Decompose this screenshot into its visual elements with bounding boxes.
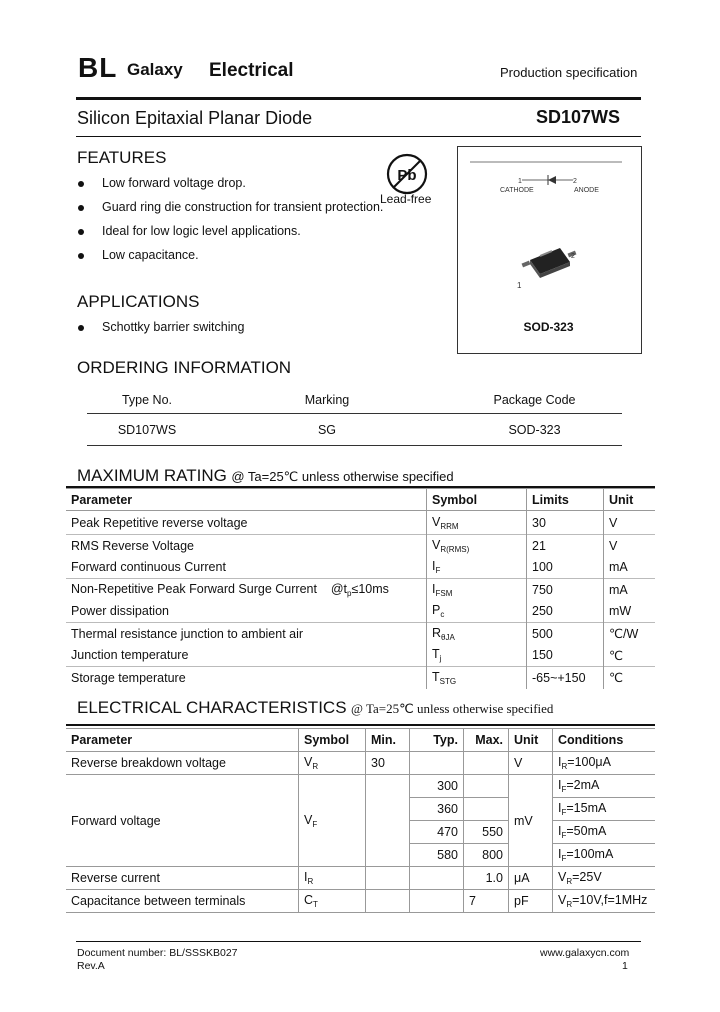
typ-cell: 300 bbox=[410, 775, 464, 798]
unit-cell: V bbox=[604, 511, 656, 535]
col-header: Package Code bbox=[493, 393, 576, 407]
table-row bbox=[66, 557, 655, 579]
feature-item: Low capacitance. bbox=[102, 248, 199, 262]
col-header: Type No. bbox=[121, 393, 173, 407]
symbol-cell: $V_{R(RMS)}$ bbox=[427, 535, 527, 557]
pin2-label: 2 bbox=[573, 178, 577, 185]
header-divider bbox=[76, 97, 641, 100]
lead-free-icon bbox=[385, 152, 429, 196]
symbol-cell: $T_j$ bbox=[427, 645, 527, 667]
max-rating-table bbox=[66, 488, 655, 689]
col-header: Unit bbox=[509, 729, 553, 752]
limit-cell: 250 bbox=[527, 601, 604, 623]
table-row bbox=[66, 535, 655, 557]
param-cell: RMS Reverse Voltage bbox=[66, 535, 427, 557]
param-cell: Thermal resistance junction to ambient air bbox=[66, 623, 427, 645]
unit-cell: mV bbox=[509, 775, 553, 867]
min-cell bbox=[366, 890, 410, 913]
electrical-condition: @ Ta=25℃ unless otherwise specified bbox=[350, 701, 554, 716]
pin-mark-1: 1 bbox=[517, 281, 522, 290]
table-row bbox=[66, 623, 655, 645]
param-cell: Junction temperature bbox=[66, 645, 427, 667]
symbol-cell: $I_R$ bbox=[299, 867, 366, 890]
min-cell bbox=[366, 867, 410, 890]
cond-cell: $I_F=15mA$ bbox=[553, 798, 656, 821]
cond-cell: $V_R=25V$ bbox=[553, 867, 656, 890]
param-cell: Forward continuous Current bbox=[66, 557, 427, 579]
col-header: Parameter bbox=[66, 489, 427, 511]
symbol-cell: $R_{\theta JA}$ bbox=[427, 623, 527, 645]
typ-cell bbox=[410, 752, 464, 775]
typ-cell: 580 bbox=[410, 844, 464, 867]
col-header: Unit bbox=[604, 489, 656, 511]
ordering-table bbox=[87, 387, 622, 446]
electrical-divider bbox=[66, 724, 655, 726]
limit-cell: 21 bbox=[527, 535, 604, 557]
col-header: Max. bbox=[464, 729, 509, 752]
symbol-cell: $I_{FSM}$ bbox=[427, 579, 527, 601]
applications-heading: APPLICATIONS bbox=[77, 292, 200, 311]
feature-item: Low forward voltage drop. bbox=[102, 176, 246, 190]
cond-cell: $I_R=100\mu A$ bbox=[553, 752, 656, 775]
typ-cell: 470 bbox=[410, 821, 464, 844]
col-header: Min. bbox=[366, 729, 410, 752]
limit-cell: 30 bbox=[527, 511, 604, 535]
bullet-icon bbox=[78, 205, 84, 211]
limit-cell: 150 bbox=[527, 645, 604, 667]
ordering-heading: ORDERING INFORMATION bbox=[77, 358, 292, 377]
features-heading: FEATURES bbox=[77, 148, 167, 167]
bullet-icon bbox=[78, 181, 84, 187]
symbol-cell: $C_T$ bbox=[299, 890, 366, 913]
table-row bbox=[66, 579, 655, 601]
max-cell: 7 bbox=[464, 890, 509, 913]
bullet-icon bbox=[78, 325, 84, 331]
max-rating-title bbox=[77, 466, 454, 486]
max-cell bbox=[464, 775, 509, 798]
cond-cell: $I_F=2mA$ bbox=[553, 775, 656, 798]
typ-cell bbox=[410, 890, 464, 913]
symbol-cell: $P_c$ bbox=[427, 601, 527, 623]
brand-electrical: Electrical bbox=[209, 60, 294, 81]
limit-cell: 750 bbox=[527, 579, 604, 601]
max-cell bbox=[464, 798, 509, 821]
symbol-cell: $V_R$ bbox=[299, 752, 366, 775]
min-cell bbox=[366, 775, 410, 867]
symbol-cell: $T_{STG}$ bbox=[427, 667, 527, 689]
table-row bbox=[66, 601, 655, 623]
table-row bbox=[66, 511, 655, 535]
table-cell: SOD-323 bbox=[508, 422, 561, 437]
brand-galaxy: Galaxy bbox=[127, 60, 183, 79]
diode-drawing bbox=[470, 160, 630, 300]
table-row bbox=[66, 667, 655, 689]
doc-type: Production specification bbox=[500, 65, 638, 80]
pin-mark-2: 2 bbox=[571, 253, 575, 260]
revision: Rev.A bbox=[77, 960, 105, 972]
website-link[interactable]: www.galaxycn.com bbox=[540, 947, 630, 959]
package-label: SOD-323 bbox=[523, 320, 574, 334]
param-cell: Peak Repetitive reverse voltage bbox=[66, 511, 427, 535]
param-cell: Capacitance between terminals bbox=[66, 890, 299, 913]
unit-cell: V bbox=[509, 752, 553, 775]
table-row bbox=[66, 890, 655, 913]
table-row bbox=[66, 867, 655, 890]
cond-cell: $V_R=10V,f=1MHz$ bbox=[553, 890, 656, 913]
unit-cell: ℃/W bbox=[604, 623, 656, 645]
symbol-cell: $I_F$ bbox=[427, 557, 527, 579]
col-header: Symbol bbox=[299, 729, 366, 752]
unit-cell: mA bbox=[604, 579, 656, 601]
param-cell: Forward voltage bbox=[66, 775, 299, 867]
feature-item: Ideal for low logic level applications. bbox=[102, 224, 301, 238]
table-cell: SD107WS bbox=[117, 422, 177, 437]
bullet-icon bbox=[78, 229, 84, 235]
table-row bbox=[66, 752, 655, 775]
table-row bbox=[66, 775, 655, 798]
unit-cell: V bbox=[604, 535, 656, 557]
unit-cell: pF bbox=[509, 890, 553, 913]
table-row bbox=[66, 645, 655, 667]
col-header: Symbol bbox=[427, 489, 527, 511]
title-divider bbox=[76, 136, 641, 137]
unit-cell: mA bbox=[604, 557, 656, 579]
max-cell bbox=[464, 752, 509, 775]
footer-divider bbox=[76, 941, 641, 942]
param-cell: Reverse breakdown voltage bbox=[66, 752, 299, 775]
part-number: SD107WS bbox=[536, 107, 621, 127]
limit-cell: 100 bbox=[527, 557, 604, 579]
anode-label: ANODE bbox=[574, 187, 599, 194]
max-rating-condition: @ Ta=25℃ unless otherwise specified bbox=[231, 469, 454, 484]
param-cell: Storage temperature bbox=[66, 667, 427, 689]
bullet-icon bbox=[78, 253, 84, 259]
param-cell: Reverse current bbox=[66, 867, 299, 890]
symbol-cell: $V_F$ bbox=[299, 775, 366, 867]
pb-symbol: Pb bbox=[397, 167, 417, 184]
feature-item: Guard ring die construction for transient protection. bbox=[102, 200, 384, 214]
col-header: Typ. bbox=[410, 729, 464, 752]
min-cell: 30 bbox=[366, 752, 410, 775]
unit-cell: ℃ bbox=[604, 667, 656, 689]
max-cell: 800 bbox=[464, 844, 509, 867]
page-number: 1 bbox=[622, 960, 628, 972]
table-cell: SG bbox=[317, 422, 337, 437]
electrical-heading: ELECTRICAL CHARACTERISTICS bbox=[77, 698, 347, 717]
param-cell: Non-Repetitive Peak Forward Surge Current $@t_p\le 10ms$ bbox=[66, 579, 427, 601]
unit-cell: μA bbox=[509, 867, 553, 890]
limit-cell: 500 bbox=[527, 623, 604, 645]
unit-cell: ℃ bbox=[604, 645, 656, 667]
cond-cell: $I_F=50mA$ bbox=[553, 821, 656, 844]
limit-cell: -65~+150 bbox=[527, 667, 604, 689]
doc-number: Document number: BL/SSSKB027 bbox=[77, 947, 238, 959]
typ-cell: 360 bbox=[410, 798, 464, 821]
typ-cell bbox=[410, 867, 464, 890]
sod323-package-icon bbox=[522, 248, 577, 278]
param-cell: Power dissipation bbox=[66, 601, 427, 623]
max-cell: 1.0 bbox=[464, 867, 509, 890]
application-item: Schottky barrier switching bbox=[102, 320, 245, 334]
lead-free-label: Lead-free bbox=[380, 192, 432, 206]
electrical-title bbox=[77, 698, 553, 718]
col-header: Marking bbox=[304, 393, 350, 407]
pin1-label: 1 bbox=[518, 178, 522, 185]
product-name: Silicon Epitaxial Planar Diode bbox=[77, 108, 313, 128]
max-rating-heading: MAXIMUM RATING bbox=[77, 466, 227, 485]
col-header: Conditions bbox=[553, 729, 656, 752]
max-cell: 550 bbox=[464, 821, 509, 844]
electrical-table bbox=[66, 728, 655, 913]
cathode-label: CATHODE bbox=[500, 187, 534, 194]
cond-cell: $I_F=100mA$ bbox=[553, 844, 656, 867]
unit-cell: mW bbox=[604, 601, 656, 623]
brand-bl-logo: BL bbox=[78, 52, 118, 83]
col-header: Limits bbox=[527, 489, 604, 511]
symbol-cell: $V_{RRM}$ bbox=[427, 511, 527, 535]
col-header: Parameter bbox=[66, 729, 299, 752]
